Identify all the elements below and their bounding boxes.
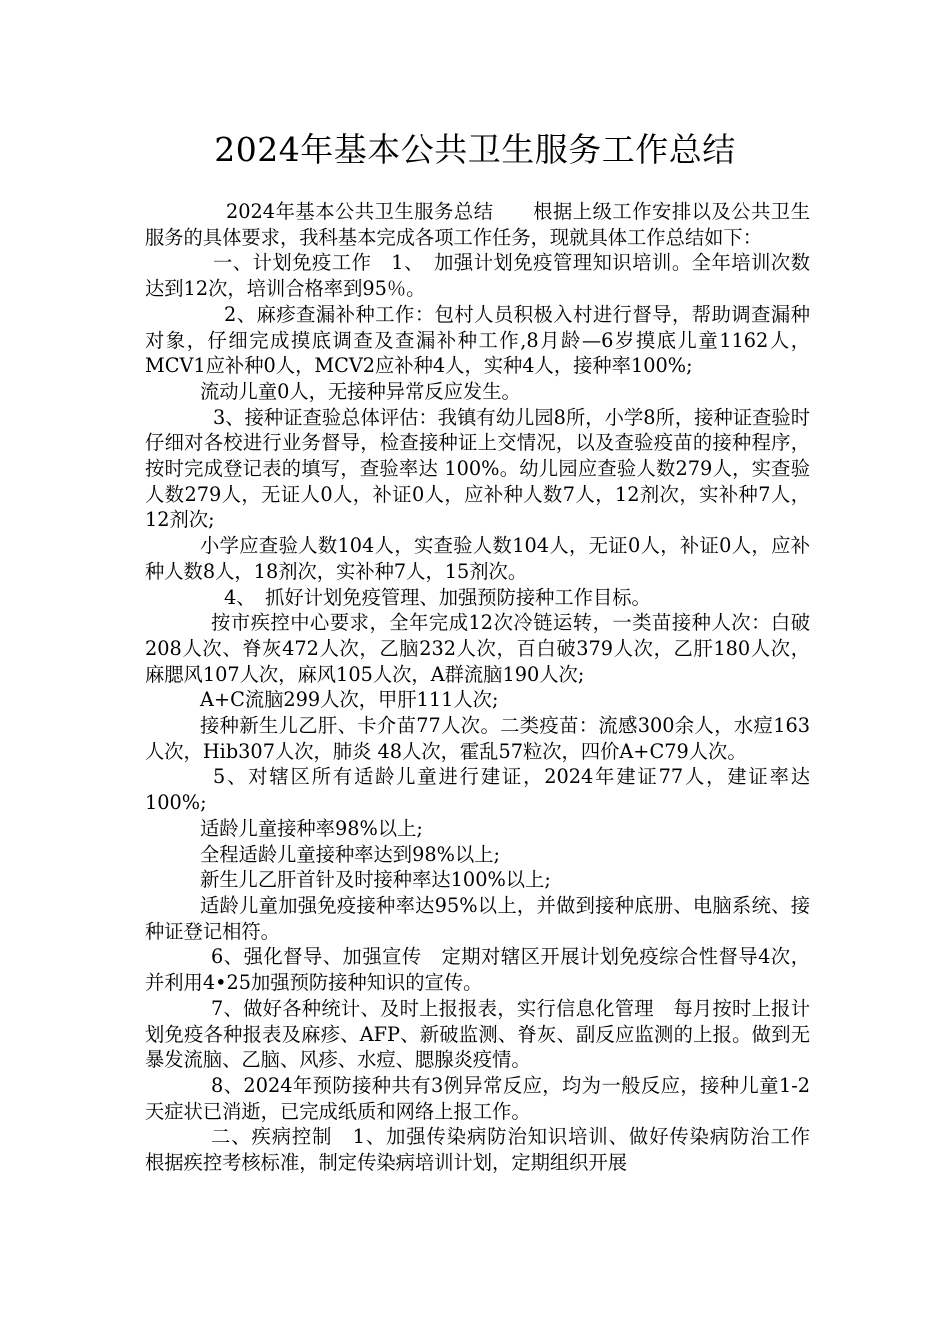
- document-title: 2024年基本公共卫生服务工作总结: [214, 130, 736, 169]
- paragraph-certification: 5、对辖区所有适龄儿童进行建证，2024年建证77人，建证率达100%;: [145, 765, 810, 815]
- paragraph-rate-4: 适龄儿童加强免疫接种率达95%以上，并做到接种底册、电脑系统、接种证登记相符。: [145, 893, 810, 943]
- paragraph-floating-children: 流动儿童0人，无接种异常反应发生。: [200, 379, 521, 403]
- paragraph-disease-control: 二、疾病控制 1、加强传染病防治知识培训、做好传染病防治工作 根据疾控考核标准，制定传染病培训计划，定期组织开展: [145, 1125, 830, 1175]
- paragraph-newborn-vaccines: 接种新生儿乙肝、卡介苗77人次。二类疫苗：流感300余人，水痘163人次，Hib307人次，肺炎 48人次，霍乱57粒次，四价A+C79人次。: [145, 714, 810, 763]
- paragraph-cold-chain: 按市疾控中心要求，全年完成12次冷链运转，一类苗接种人次：白破208人次、脊灰472人次，乙脑232人次，百白破379人次，乙肝180人次，麻腮风107人次，麻风105人次，A群流脑190人次;: [145, 611, 810, 686]
- paragraph-adverse-reactions: 8、2024年预防接种共有3例异常反应，均为一般反应，接种儿童1-2天症状已消逝，已完成纸质和网络上报工作。: [145, 1073, 810, 1123]
- paragraph-primary-school-check: 小学应查验人数104人，实查验人数104人，无证0人，补证0人，应补种人数8人，18剂次，实补种7人，15剂次。: [145, 534, 810, 583]
- paragraph-intro: 2024年基本公共卫生服务总结 根据上级工作安排以及公共卫生服务的具体要求，我科基本完成各项工作任务，现就具体工作总结如下：: [145, 200, 810, 249]
- paragraph-certificate-check: 3、接种证查验总体评估：我镇有幼儿园8所，小学8所，接种证查验时仔细对各校进行业务督导，检查接种证上交情况，以及查验疫苗的接种程序，按时完成登记表的填写，查验率达 100%。幼儿园应查验人数279人，实查验人数279人，无证人0人，补证0人，应补种人数7人，12剂次，实补种7人，12剂次;: [145, 405, 810, 532]
- paragraph-rate-1: 适龄儿童接种率98%以上;: [200, 816, 423, 840]
- paragraph-meningitis-hepatitis: A+C流脑299人次，甲肝111人次;: [200, 688, 499, 712]
- paragraph-immunization-training: 一、计划免疫工作 1、 加强计划免疫管理知识培训。全年培训次数达到12次，培训合格率到95％。: [145, 251, 810, 301]
- paragraph-statistics: 7、做好各种统计、及时上报报表，实行信息化管理 每月按时上报计划免疫各种报表及麻疹、AFP、新破监测、脊灰、副反应监测的上报。做到无暴发流脑、乙脑、风疹、水痘、腮腺炎疫情。: [145, 996, 810, 1072]
- document-body: [145, 199, 830, 1176]
- paragraph-immunization-goals: 4、 抓好计划免疫管理、加强预防接种工作目标。: [224, 585, 651, 609]
- paragraph-measles-catchup: 2、麻疹查漏补种工作：包村人员积极入村进行督导，帮助调查漏种对象，仔细完成摸底调查及查漏补种工作,8月龄—6岁摸底儿童1162人，MCV1应补种0人，MCV2应补种4人，实种4人，接种率100%;: [145, 302, 810, 378]
- paragraph-supervision: 6、强化督导、加强宣传 定期对辖区开展计划免疫综合性督导4次，并利用4•25加强预防接种知识的宣传。: [145, 945, 810, 995]
- paragraph-rate-3: 新生儿乙肝首针及时接种率达100%以上;: [200, 868, 551, 892]
- paragraph-rate-2: 全程适龄儿童接种率达到98%以上;: [200, 842, 501, 866]
